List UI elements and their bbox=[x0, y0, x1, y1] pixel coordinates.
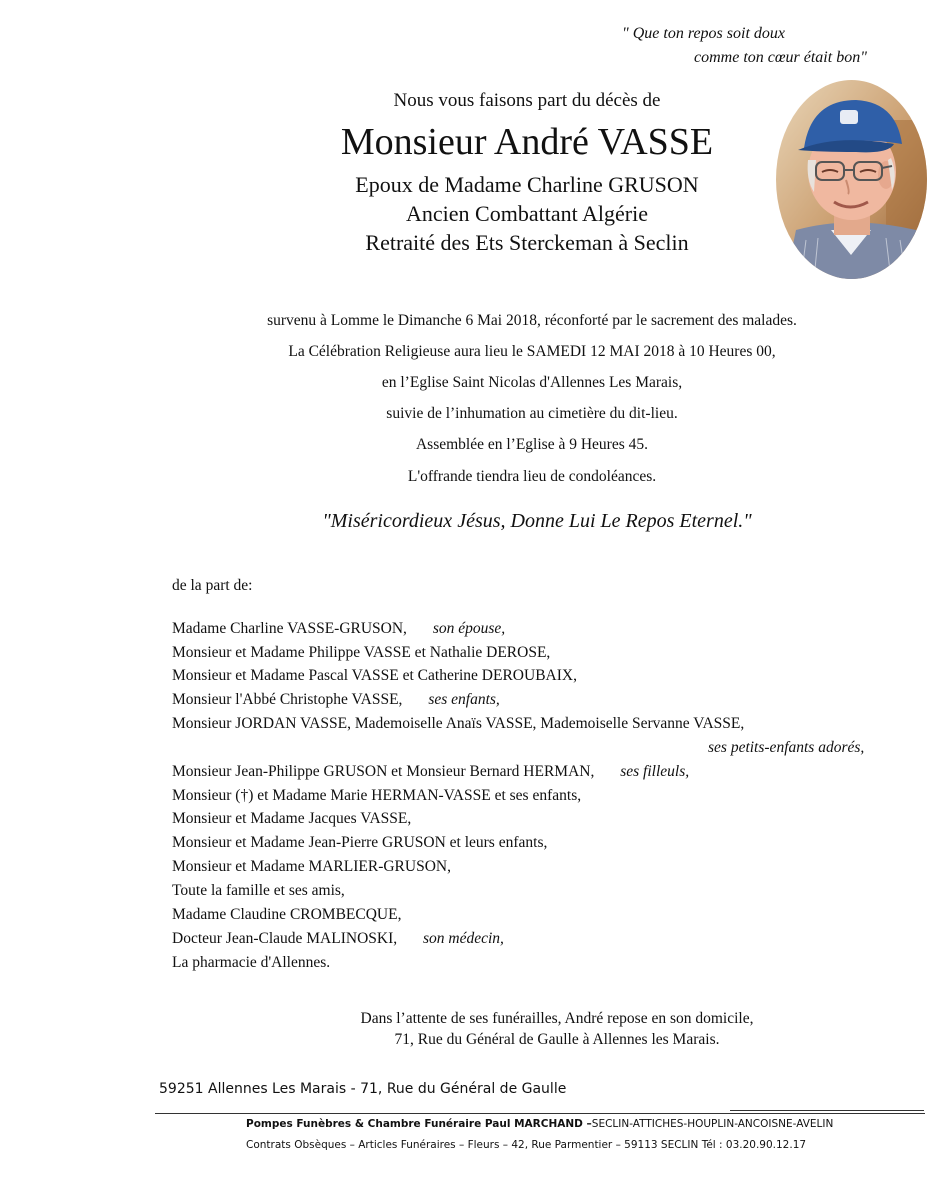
prayer-quote: "Miséricordieux Jésus, Donne Lui Le Repos Eternel." bbox=[322, 510, 752, 532]
family-row bbox=[172, 930, 504, 948]
funeral-home-contact: Contrats Obsèques – Articles Funéraires – Fleurs – 42, Rue Parmentier – 59113 SECLIN Tél : 03.20.90.12.17 bbox=[246, 1139, 807, 1151]
family-name: Monsieur JORDAN VASSE, Mademoiselle Anaïs VASSE, Mademoiselle Servanne VASSE, bbox=[172, 715, 745, 732]
family-row bbox=[172, 834, 547, 852]
family-name: Docteur Jean-Claude MALINOSKI, bbox=[172, 930, 398, 947]
offering-line: L'offrande tiendra lieu de condoléances. bbox=[407, 468, 657, 485]
repose-line-1: Dans l’attente de ses funérailles, André repose en son domicile, bbox=[360, 1010, 754, 1027]
repose-line-2: 71, Rue du Général de Gaulle à Allennes les Marais. bbox=[394, 1031, 720, 1048]
family-row bbox=[172, 667, 577, 685]
subtitle-veteran: Ancien Combattant Algérie bbox=[406, 201, 648, 226]
family-row bbox=[172, 644, 550, 662]
announcement-intro: Nous vous faisons part du décès de bbox=[393, 90, 661, 111]
epigraph-line-1: " Que ton repos soit doux bbox=[622, 25, 785, 42]
family-name: Monsieur et Madame Jean-Pierre GRUSON et leurs enfants, bbox=[172, 834, 548, 851]
family-row bbox=[172, 810, 411, 828]
deceased-name: Monsieur André VASSE bbox=[340, 121, 714, 163]
family-row bbox=[172, 691, 500, 709]
family-row bbox=[172, 787, 581, 805]
family-name: Monsieur et Madame Pascal VASSE et Catherine DEROUBAIX, bbox=[172, 667, 577, 684]
family-row bbox=[172, 858, 451, 876]
family-row bbox=[172, 954, 330, 972]
family-name: Toute la famille et ses amis, bbox=[172, 882, 345, 899]
family-name: Monsieur et Madame MARLIER-GRUSON, bbox=[172, 858, 451, 875]
family-name: Madame Claudine CROMBECQUE, bbox=[172, 906, 402, 923]
subtitle-retired: Retraité des Ets Sterckeman à Seclin bbox=[365, 230, 689, 255]
family-row bbox=[708, 739, 864, 757]
funeral-home-name: Pompes Funèbres & Chambre Funéraire Paul MARCHAND – bbox=[246, 1118, 592, 1130]
family-name: La pharmacie d'Allennes. bbox=[172, 954, 331, 971]
church-line: en l’Eglise Saint Nicolas d'Allennes Les Marais, bbox=[381, 374, 683, 391]
epigraph-line-2: comme ton cœur était bon" bbox=[694, 49, 867, 66]
family-role: ses filleuls, bbox=[620, 763, 690, 780]
family-name: Monsieur Jean-Philippe GRUSON et Monsieur Bernard HERMAN, bbox=[172, 763, 595, 780]
burial-line: suivie de l’inhumation au cimetière du dit-lieu. bbox=[386, 405, 678, 422]
funeral-home-towns: SECLIN-ATTICHES-HOUPLIN-ANCOISNE-AVELIN bbox=[591, 1118, 834, 1130]
family-role: son médecin, bbox=[423, 930, 504, 947]
family-row bbox=[172, 882, 345, 900]
family-row bbox=[172, 906, 401, 924]
divider bbox=[730, 1110, 924, 1111]
home-address: 59251 Allennes Les Marais - 71, Rue du Général de Gaulle bbox=[159, 1081, 567, 1097]
from-label: de la part de: bbox=[172, 577, 253, 594]
family-row bbox=[172, 715, 744, 733]
divider bbox=[155, 1113, 925, 1114]
family-role: ses enfants, bbox=[428, 691, 500, 708]
assembly-line: Assemblée en l’Eglise à 9 Heures 45. bbox=[415, 436, 648, 453]
portrait-photo bbox=[776, 80, 927, 279]
family-name: Monsieur l'Abbé Christophe VASSE, bbox=[172, 691, 403, 708]
family-row bbox=[172, 620, 505, 638]
ceremony-line: La Célébration Religieuse aura lieu le SAMEDI 12 MAI 2018 à 10 Heures 00, bbox=[288, 343, 776, 360]
death-notice-line: survenu à Lomme le Dimanche 6 Mai 2018, réconforté par le sacrement des malades. bbox=[267, 312, 797, 329]
family-name: Madame Charline VASSE-GRUSON, bbox=[172, 620, 407, 637]
family-name: Monsieur et Madame Philippe VASSE et Nathalie DEROSE, bbox=[172, 644, 551, 661]
family-role: son épouse, bbox=[432, 620, 506, 637]
family-name: Monsieur et Madame Jacques VASSE, bbox=[172, 810, 412, 827]
family-name: Monsieur (†) et Madame Marie HERMAN-VASSE et ses enfants, bbox=[172, 787, 582, 804]
subtitle-spouse: Epoux de Madame Charline GRUSON bbox=[355, 172, 699, 197]
family-role: ses petits-enfants adorés, bbox=[708, 739, 865, 756]
family-row bbox=[172, 763, 689, 781]
funeral-home-line bbox=[246, 1118, 833, 1130]
